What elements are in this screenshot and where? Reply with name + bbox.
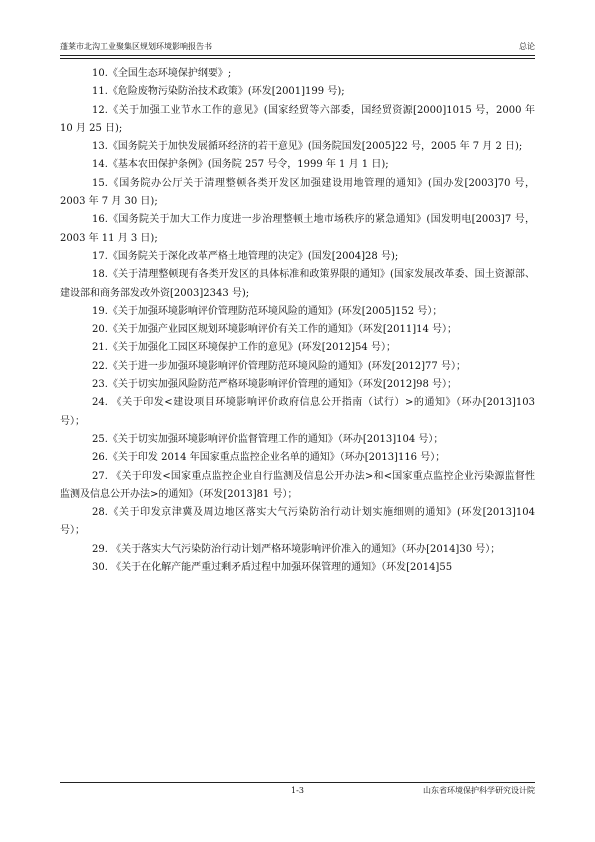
regulation-item: 26.《关于印发 2014 年国家重点监控企业名单的通知》（环办[2013]116 号）； bbox=[92, 452, 446, 464]
regulation-item: 28.《关于印发京津冀及周边地区落实大气污染防治行动计划实施细则的通知》(环发[2013]104 号）； bbox=[60, 507, 535, 537]
regulation-item: 23.《关于切实加强风险防范严格环境影响评价管理的通知》（环发[2012]98 号）； bbox=[92, 379, 458, 391]
regulation-item: 19.《关于加强环境影响评价管理防范环境风险的通知》(环发[2005]152 号）； bbox=[92, 305, 443, 317]
regulation-item: 11.《危险废物污染防治技术政策》(环发[2001]199 号); bbox=[92, 86, 345, 98]
regulation-item: 13.《国务院关于加快发展循环经济的若干意见》(国务院国发[2005]22 号，2005 年 7 月 2 日); bbox=[92, 141, 523, 153]
regulation-item: 12.《关于加强工业节水工作的意见》(国家经贸等六部委，国经贸资源[2000]1015 号，2000 年 10 月 25 日); bbox=[60, 104, 535, 134]
regulation-item: 21.《关于加强化工园区环境保护工作的意见》(环发[2012]54 号）； bbox=[92, 342, 396, 354]
regulation-item: 17.《国务院关于深化改革严格土地管理的决定》(国发[2004]28 号); bbox=[92, 250, 399, 262]
regulation-item: 10.《全国生态环境保护纲要》; bbox=[92, 68, 232, 79]
header-section: 总论 bbox=[519, 42, 535, 51]
header-rule bbox=[60, 55, 535, 56]
footer-organization: 山东省环境保护科学研究设计院 bbox=[423, 786, 535, 795]
regulation-item: 18.《关于清理整顿现有各类开发区的具体标准和政策界限的通知》(国家发展改革委、国土资源部、建设部和商务部发改外资[2003]2343 号); bbox=[60, 269, 535, 299]
regulation-list bbox=[60, 65, 535, 577]
regulation-item: 15.《国务院办公厅关于清理整顿各类开发区加强建设用地管理的通知》(国办发[2003]70 号，2003 年 7 月 30 日); bbox=[60, 177, 535, 208]
header-rule-thin bbox=[60, 58, 535, 59]
regulation-item: 16.《国务院关于加大工作力度进一步治理整顿土地市场秩序的紧急通知》(国发明电[2003]7 号，2003 年 11 月 3 日); bbox=[60, 214, 535, 244]
regulation-item: 25.《关于切实加强环境影响评价监督管理工作的通知》（环办[2013]104 号）； bbox=[92, 433, 444, 445]
regulation-item: 24. 《关于印发<建设项目环境影响评价政府信息公开指南（试行）>的通知》（环办[2013]103 号）； bbox=[60, 397, 535, 427]
regulation-item: 29. 《关于落实大气污染防治行动计划严格环境影响评价准入的通知》（环办[2014]30 号）； bbox=[92, 543, 501, 555]
regulation-item: 14.《基本农田保护条例》(国务院 257 号令，1999 年 1 月 1 日); bbox=[92, 159, 389, 171]
regulation-item: 20.《关于加强产业园区规划环境影响评价有关工作的通知》（环发[2011]14 号）； bbox=[92, 324, 458, 336]
regulation-item: 27. 《关于印发<国家重点监控企业自行监测及信息公开办法>和<国家重点监控企业污染源监督性监测及信息公开办法>的通知》（环发[2013]81 号）； bbox=[60, 470, 535, 500]
page-header bbox=[60, 40, 535, 56]
page-number: 1-3 bbox=[291, 786, 304, 795]
regulation-item: 22.《关于进一步加强环境影响评价管理防范环境风险的通知》(环发[2012]77 号）； bbox=[92, 360, 466, 372]
header-doc-title: 蓬莱市北沟工业聚集区规划环境影响报告书 bbox=[60, 42, 212, 51]
regulation-item: 30. 《关于在化解产能严重过剩矛盾过程中加强环保管理的通知》（环发[2014]55 bbox=[92, 562, 453, 574]
footer-rule bbox=[60, 782, 535, 783]
